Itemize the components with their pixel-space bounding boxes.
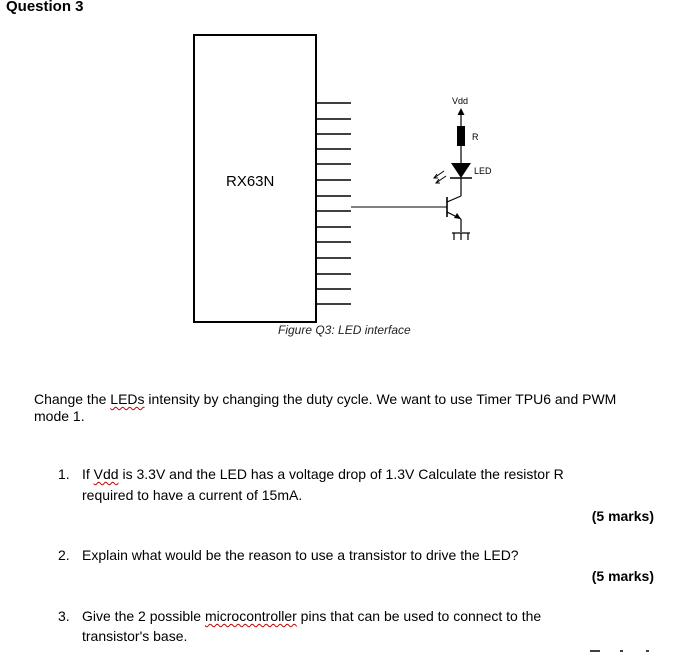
cutoff-marks [590,646,660,654]
microcontroller-word: microcontroller [204,608,297,624]
item-text-line-1: Explain what would be the reason to use a transistor to drive the LED? [82,547,519,563]
intro-paragraph [34,391,654,425]
intro-text-1: Change the [34,391,111,407]
ground-icon [452,233,470,240]
led-label: LED [474,166,492,176]
light-arrows-icon [434,171,446,183]
item-text-line-1: Give the 2 possible microcontroller pins that can be used to connect to the [82,608,542,624]
vdd-label: Vdd [452,96,469,106]
item-text-line-1: If Vdd is 3.3V and the LED has a voltage drop of 1.3V Calculate the resistor R [82,466,564,482]
item-text-line-2: transistor's base. [82,628,188,644]
marks-label: (5 marks) [591,508,654,524]
item-number: 2. [58,547,70,563]
vdd-word: Vdd [93,466,119,482]
marks-label: (5 marks) [591,568,654,584]
vdd-arrow [458,108,465,115]
question-title: Question 3 [6,0,84,15]
question-item-1 [58,464,658,506]
figure-caption: Figure Q3: LED interface [278,323,411,337]
item-number: 3. [58,608,70,624]
mcu-pins [316,103,351,304]
intro-text-2: intensity by changing the duty cycle. We want to use Timer TPU6 and PWM mode 1. [34,391,617,424]
item-text-line-2: required to have a current of 15mA. [82,487,303,503]
question-item-3 [58,606,658,648]
transistor-collector [447,196,461,202]
intro-leds-word: LEDs [110,391,145,407]
resistor-label: R [472,132,479,142]
mcu-label: RX63N [226,173,275,190]
led-diode [451,163,471,178]
resistor [457,126,465,146]
item-number: 1. [58,466,70,482]
question-item-2 [58,545,658,567]
